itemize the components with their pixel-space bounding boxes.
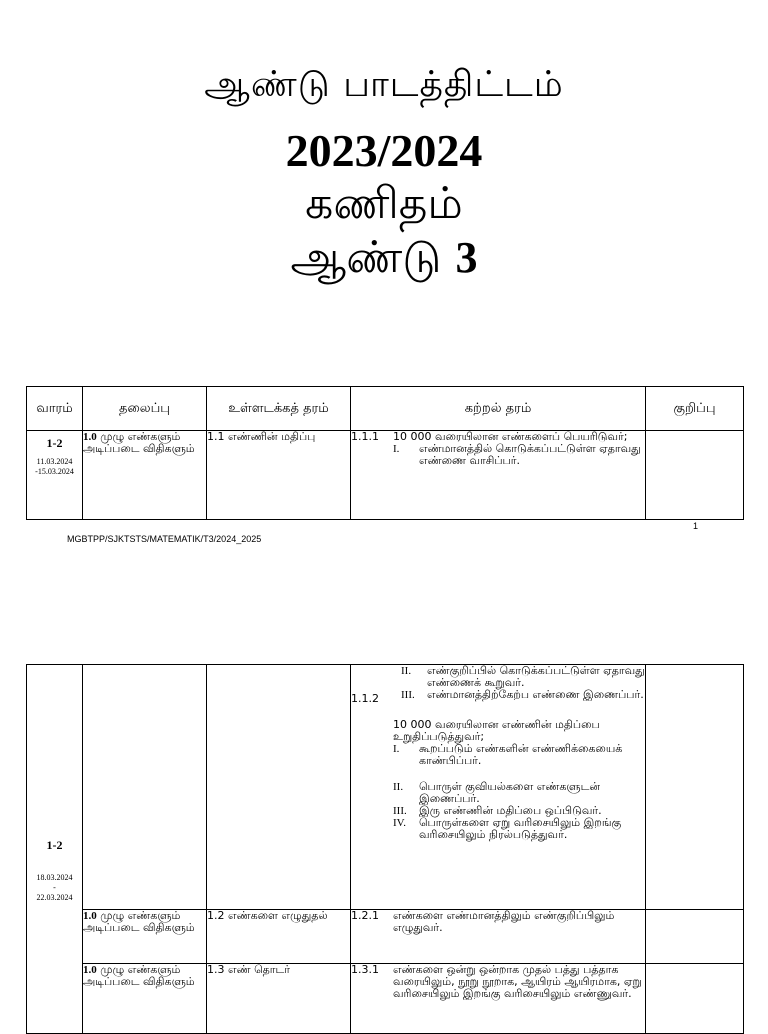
topic-number: 1.0 (83, 910, 97, 922)
topic-text: முழு எண்களும் அடிப்படை விதிகளும் (83, 963, 195, 988)
page-number: 1 (693, 521, 699, 531)
plan-grade-word: ஆண்டு (290, 232, 442, 283)
topic-number: 1.0 (83, 964, 97, 976)
item-roman: II. (393, 781, 404, 793)
week-cell (27, 665, 83, 1034)
standard-code: 1.3.1 (351, 963, 379, 976)
content-standard-cell: 1.1 எண்ணின் மதிப்பு (207, 431, 351, 520)
content-standard-cell: 1.3 எண் தொடர் (207, 964, 351, 1034)
table-row (27, 964, 744, 1034)
standard-objective: 10 000 வரையிலான எண்ணின் மதிப்பை உறுதிப்படுத்துவர்; (393, 718, 600, 743)
plan-subject: கணிதம் (305, 178, 463, 229)
notes-cell (646, 910, 744, 964)
content-standard-cell: 1.2 எண்களை எழுதுதல் (207, 910, 351, 964)
topic-text: முழு எண்களும் அடிப்படை விதிகளும் (83, 430, 195, 455)
table-row (27, 431, 744, 520)
item-roman: IV. (393, 817, 406, 829)
header-notes: குறிப்பு (646, 387, 744, 431)
plan-grade (0, 232, 768, 289)
notes-cell (646, 665, 744, 910)
plan-table-page1 (26, 386, 744, 520)
footer-code: MGBTPP/SJKTSTS/MATEMATIK/T3/2024_2025 (67, 534, 262, 544)
item-text: எண்மானத்திற்கேற்ப எண்ணை இணைப்பர். (427, 688, 644, 701)
topic-cell (83, 964, 207, 1034)
week-date-start: 11.03.2024 (36, 457, 73, 466)
standard-objective: எண்களை எண்மானத்திலும் எண்குறிப்பிலும் எழுதுவர். (393, 909, 615, 934)
topic-text: முழு எண்களும் அடிப்படை விதிகளும் (83, 909, 195, 934)
learning-standard-cell (351, 431, 646, 520)
standard-objective: எண்களை ஒன்று ஒன்றாக முதல் பத்து பத்தாக வரையிலும், நூறு நூறாக, ஆயிரம் ஆயிரமாக, ஏறு வரிசையிலும் இறங்கு வரிசையிலும் எண்ணுவர். (393, 963, 642, 1000)
week-date-sep: - (53, 883, 56, 892)
week-date-end: 22.03.2024 (36, 893, 73, 902)
item-text: பொருள் குவியல்களை எண்களுடன் இணைப்பர். (419, 780, 600, 805)
week-date-end: -15.03.2024 (35, 467, 74, 476)
week-number: 1-2 (46, 436, 63, 450)
standard-code: 1.1.2 (351, 692, 379, 705)
topic-cell (83, 910, 207, 964)
item-roman: I. (393, 743, 400, 755)
item-text: கூறப்படும் எண்களின் எண்ணிக்கையைக் காண்பிப்பர். (419, 742, 623, 767)
week-cell (27, 431, 83, 520)
learning-standard-cell (351, 910, 646, 964)
header-topic: தலைப்பு (83, 387, 207, 431)
item-text: பொருள்களை ஏறு வரிசையிலும் இறங்கு வரிசையிலும் நிரல்படுத்துவர். (419, 816, 622, 841)
item-roman: III. (401, 689, 415, 701)
plan-year: 2023/2024 (285, 125, 483, 176)
header-learning-standard: கற்றல் தரம் (351, 387, 646, 431)
learning-standard-cell (351, 964, 646, 1034)
item-roman: I. (393, 443, 400, 455)
plan-table-page2 (26, 664, 744, 1034)
week-date-start: 18.03.2024 (36, 873, 73, 882)
standard-code: 1.2.1 (351, 909, 379, 922)
table-header-row (27, 387, 744, 431)
table-row (27, 910, 744, 964)
topic-number: 1.0 (83, 431, 97, 443)
item-text: இரு எண்ணின் மதிப்பை ஒப்பிடுவர். (419, 804, 602, 817)
plan-grade-number: 3 (455, 233, 478, 282)
standard-objective: 10 000 வரையிலான எண்களைப் பெயரிடுவர்; (393, 430, 628, 443)
item-text: எண்குறிப்பில் கொடுக்கப்பட்டுள்ள ஏதாவது எண்ணைக் கூறுவர். (427, 664, 645, 689)
header-week: வாரம் (27, 387, 83, 431)
item-text: எண்மானத்தில் கொடுக்கப்பட்டுள்ள ஏதாவது எண்ணை வாசிப்பர். (419, 442, 641, 467)
plan-title: ஆண்டு பாடத்திட்டம் (204, 64, 564, 105)
week-number: 1-2 (46, 838, 63, 852)
table-row (27, 665, 744, 910)
topic-cell (83, 431, 207, 520)
content-standard-cell (207, 665, 351, 910)
item-roman: II. (401, 665, 412, 677)
notes-cell (646, 964, 744, 1034)
topic-cell (83, 665, 207, 910)
notes-cell (646, 431, 744, 520)
header-content-standard: உள்ளடக்கத் தரம் (207, 387, 351, 431)
learning-standard-cell (351, 665, 646, 910)
item-roman: III. (393, 805, 407, 817)
standard-code: 1.1.1 (351, 430, 379, 443)
